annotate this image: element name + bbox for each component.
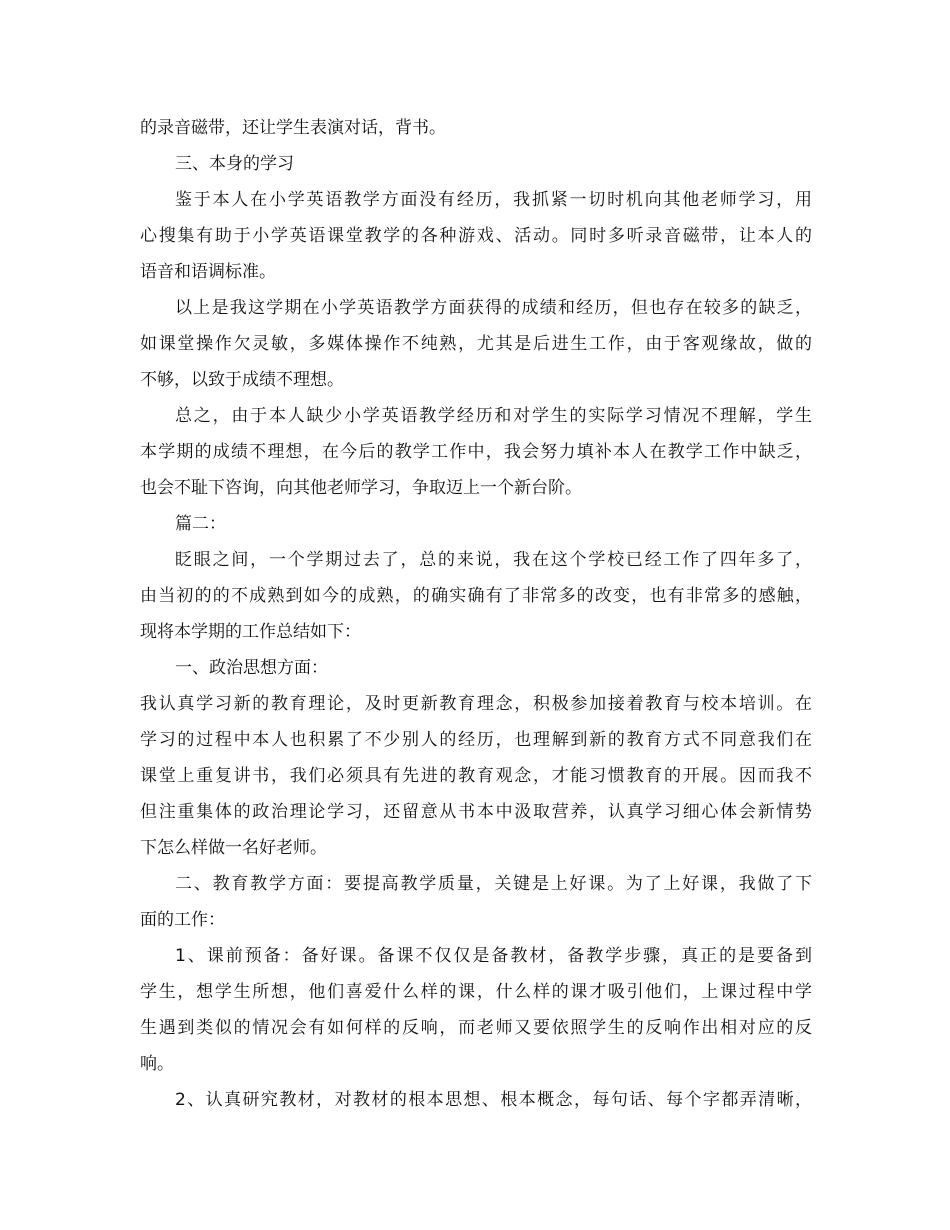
- text-line: 的录音磁带，还让学生表演对话，背书。: [140, 118, 446, 138]
- text-line: 语音和语调标准。: [140, 262, 276, 282]
- text-line: 2、认真研究教材，对教材的根本思想、根本概念，每句话、每个字都弄清晰，: [175, 1090, 812, 1110]
- section-heading: 三、本身的学习: [175, 154, 294, 174]
- text-line: 响。: [140, 1054, 174, 1074]
- section-heading: 一、政治思想方面：: [175, 658, 328, 678]
- text-line: 由当初的的不成熟到如今的成熟，的确实确有了非常多的改变，也有非常多的感触，: [140, 586, 812, 606]
- text-line: 现将本学期的工作总结如下：: [140, 622, 361, 642]
- text-line: 学习的过程中本人也积累了不少别人的经历，也理解到新的教育方式不同意我们在: [140, 730, 812, 750]
- text-line: 我认真学习新的教育理论，及时更新教育理念，积极参加接着教育与校本培训。在: [140, 694, 812, 714]
- text-line: 但注重集体的政治理论学习，还留意从书本中汲取营养，认真学习细心体会新情势: [140, 802, 812, 822]
- section-heading: 篇二：: [175, 514, 226, 534]
- text-line: 如课堂操作欠灵敏，多媒体操作不纯熟，尤其是后进生工作，由于客观缘故，做的: [140, 334, 812, 354]
- text-line: 总之，由于本人缺少小学英语教学经历和对学生的实际学习情况不理解，学生: [175, 406, 812, 426]
- text-line: 二、教育教学方面：要提高教学质量，关键是上好课。为了上好课，我做了下: [175, 874, 812, 894]
- text-line: 学生，想学生所想，他们喜爱什么样的课，什么样的课才吸引他们，上课过程中学: [140, 982, 812, 1002]
- text-line: 以上是我这学期在小学英语教学方面获得的成绩和经历，但也存在较多的缺乏，: [175, 298, 812, 318]
- text-line: 生遇到类似的情况会有如何样的反响，而老师又要依照学生的反响作出相对应的反: [140, 1018, 812, 1038]
- text-line: 本学期的成绩不理想，在今后的教学工作中，我会努力填补本人在教学工作中缺乏，: [140, 442, 812, 462]
- text-line: 下怎么样做一名好老师。: [140, 838, 327, 858]
- text-line: 面的工作：: [140, 910, 225, 930]
- text-line: 心搜集有助于小学英语课堂教学的各种游戏、活动。同时多听录音磁带，让本人的: [140, 226, 812, 246]
- text-line: 鉴于本人在小学英语教学方面没有经历，我抓紧一切时机向其他老师学习，用: [175, 190, 812, 210]
- text-line: 课堂上重复讲书，我们必须具有先进的教育观念，才能习惯教育的开展。因而我不: [140, 766, 812, 786]
- text-line: 1、课前预备：备好课。备课不仅仅是备教材，备教学步骤，真正的是要备到: [175, 946, 812, 966]
- text-line: 不够，以致于成绩不理想。: [140, 370, 344, 390]
- text-line: 也会不耻下咨询，向其他老师学习，争取迈上一个新台阶。: [140, 478, 582, 498]
- text-line: 眨眼之间，一个学期过去了，总的来说，我在这个学校已经工作了四年多了，: [175, 550, 812, 570]
